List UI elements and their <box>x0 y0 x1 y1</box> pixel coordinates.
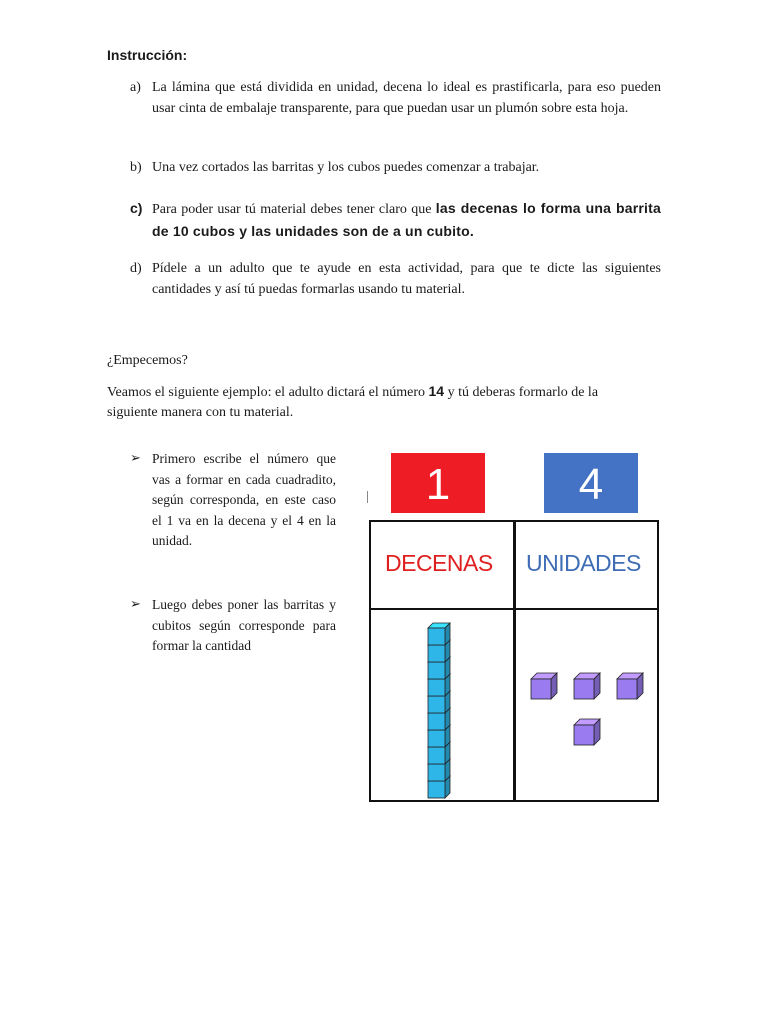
bullet-text: Luego debes poner las barritas y cubitos según corresponde para formar la cantidad <box>152 597 336 653</box>
item-label: a) <box>130 80 141 95</box>
unit-cube <box>574 673 600 699</box>
item-text: Una vez cortados las barritas y los cubos puedes comenzar a trabajar. <box>152 160 540 175</box>
item-text-plain: Para poder usar tú material debes tener claro que <box>152 202 436 217</box>
bullet-text: Primero escribe el número que vas a formar en cada cuadradito, según corresponda, en este caso el 1 va en la decena y el 4 en la unidad. <box>152 451 336 548</box>
unit-cube <box>617 673 643 699</box>
units-column-label: UNIDADES <box>526 550 641 576</box>
rod-cube <box>428 623 450 645</box>
example-number: 14 <box>428 383 445 399</box>
arrow-bullet-icon: ➢ <box>130 451 141 466</box>
start-question: ¿Empecemos? <box>107 353 188 368</box>
units-digit-box: 4 <box>544 453 638 513</box>
arrow-bullet-icon: ➢ <box>130 597 141 612</box>
item-label: d) <box>130 261 142 276</box>
item-label: c) <box>130 200 143 216</box>
example-text-before: Veamos el siguiente ejemplo: el adulto dictará el número <box>107 385 429 400</box>
item-text-bold: las decenas lo forma una barrita de 10 cubos y las unidades son de a un cubito. <box>152 200 661 239</box>
tens-digit-box: 1 <box>391 453 485 513</box>
tens-column-label: DECENAS <box>385 550 493 576</box>
example-text-after: y tú deberas formarlo de la siguiente manera con tu material. <box>107 385 599 420</box>
instructions-heading: Instrucción: <box>107 47 188 63</box>
unit-cube <box>531 673 557 699</box>
item-label: b) <box>130 160 142 175</box>
item-text: La lámina que está dividida en unidad, decena lo ideal es prastificarla, para eso pueden usar cinta de embalaje transparente, para que puedan usar un plumón sobre esta hoja. <box>152 80 661 116</box>
item-text: Pídele a un adulto que te ayude en esta actividad, para que te dicte las siguientes cantidades y así tú puedas formarlas usando tu material. <box>152 261 661 297</box>
unit-cube <box>574 719 600 745</box>
